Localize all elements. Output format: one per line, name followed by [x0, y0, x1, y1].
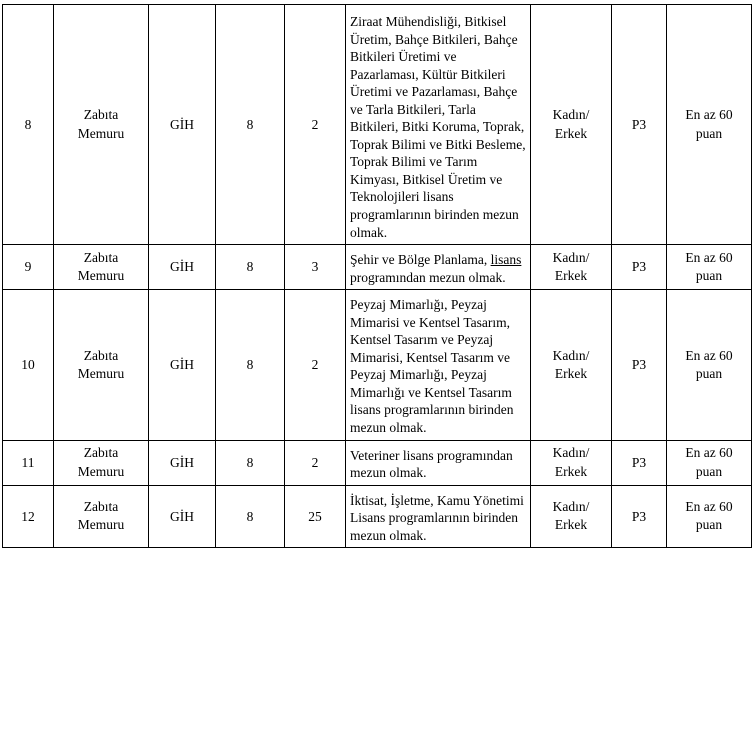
table-row: [3, 440, 752, 485]
service-class: GİH: [149, 5, 216, 245]
position-title-line2: Memuru: [77, 463, 125, 479]
kpss-score-line1: En az 60: [685, 249, 733, 265]
qualification-body: Veteriner lisans programından mezun olmak.: [350, 447, 513, 481]
service-class: GİH: [149, 290, 216, 440]
position-title-line2: Memuru: [77, 517, 125, 533]
position-title: [54, 290, 149, 440]
kpss-minimum-score: [667, 485, 752, 548]
table-row: [3, 5, 752, 245]
kpss-score-line1: En az 60: [685, 499, 733, 515]
service-class: GİH: [149, 485, 216, 548]
qualification-text: [346, 290, 531, 440]
kpss-minimum-score: [667, 245, 752, 290]
service-class: GİH: [149, 245, 216, 290]
kpss-score-type: P3: [612, 245, 667, 290]
position-title: [54, 485, 149, 548]
row-number: 8: [3, 5, 54, 245]
table-row: [3, 485, 752, 548]
gender: [531, 245, 612, 290]
kpss-score-line1: En az 60: [685, 445, 733, 461]
service-class: GİH: [149, 440, 216, 485]
qualification-text: [346, 245, 531, 290]
kpss-score-line2: puan: [695, 463, 723, 479]
position-title-line1: Zabıta: [83, 445, 119, 461]
position-title-line2: Memuru: [77, 365, 125, 381]
grade: 8: [216, 5, 285, 245]
gender-line2: Erkek: [554, 517, 588, 533]
row-number: 9: [3, 245, 54, 290]
kpss-score-line2: puan: [695, 365, 723, 381]
kpss-score-type: P3: [612, 440, 667, 485]
kpss-score-type: P3: [612, 290, 667, 440]
position-title-line2: Memuru: [77, 125, 125, 141]
qualification-text: [346, 440, 531, 485]
qualification-body: Peyzaj Mimarlığı, Peyzaj Mimarisi ve Kentsel Tasarım, Kentsel Tasarım ve Peyzaj Mimarisi, Kentsel Tasarım ve Peyzaj Mimarlığı, Peyzaj Mimarlığı ve Kentsel Tasarım lisans programlarının birinden mezun olmak.: [350, 297, 514, 436]
vacancy-count: 2: [285, 440, 346, 485]
kpss-score-line1: En az 60: [685, 347, 733, 363]
grade: 8: [216, 290, 285, 440]
kpss-score-line1: En az 60: [685, 107, 733, 123]
kpss-score-type: P3: [612, 5, 667, 245]
qualification-body: Ziraat Mühendisliği, Bitkisel Üretim, Bahçe Bitkileri, Bahçe Bitkileri Üretimi ve Pazarlaması, Kültür Bitkileri Üretimi ve Pazarlaması, Bahçe ve Tarla Bitkileri, Tarla Bitkileri, Bitki Koruma, Toprak, Toprak Bilimi ve Bitki Besleme, Toprak Bilimi ve Tarım Kimyası, Bitkisel Üretim ve Teknolojileri lisans programlarının birinden mezun olmak.: [350, 14, 526, 240]
position-title-line1: Zabıta: [83, 499, 119, 515]
row-number: 10: [3, 290, 54, 440]
table-row: [3, 245, 752, 290]
qualification-text: [346, 485, 531, 548]
position-title-line1: Zabıta: [83, 107, 119, 123]
table-row: [3, 290, 752, 440]
vacancy-count: 2: [285, 290, 346, 440]
gender-line2: Erkek: [554, 365, 588, 381]
grade: 8: [216, 245, 285, 290]
gender-line1: Kadın/: [552, 445, 590, 461]
gender-line2: Erkek: [554, 268, 588, 284]
qualification-text: [346, 5, 531, 245]
position-title: [54, 5, 149, 245]
gender: [531, 485, 612, 548]
qualification-part1: Şehir ve Bölge Planlama,: [350, 252, 491, 268]
kpss-minimum-score: [667, 5, 752, 245]
position-title-line1: Zabıta: [83, 249, 119, 265]
gender-line1: Kadın/: [552, 249, 590, 265]
gender-line2: Erkek: [554, 463, 588, 479]
kpss-score-line2: puan: [695, 517, 723, 533]
qualification-underlined: lisans: [490, 252, 522, 268]
gender-line2: Erkek: [554, 125, 588, 141]
vacancy-count: 25: [285, 485, 346, 548]
kpss-minimum-score: [667, 440, 752, 485]
position-title: [54, 440, 149, 485]
vacancy-count: 3: [285, 245, 346, 290]
row-number: 11: [3, 440, 54, 485]
grade: 8: [216, 485, 285, 548]
kpss-score-line2: puan: [695, 268, 723, 284]
vacancy-count: 2: [285, 5, 346, 245]
qualifications-table: [2, 4, 752, 548]
gender-line1: Kadın/: [552, 499, 590, 515]
qualification-part2: programından mezun olmak.: [350, 269, 506, 285]
kpss-score-type: P3: [612, 485, 667, 548]
gender-line1: Kadın/: [552, 347, 590, 363]
row-number: 12: [3, 485, 54, 548]
gender: [531, 290, 612, 440]
position-title: [54, 245, 149, 290]
position-title-line1: Zabıta: [83, 347, 119, 363]
position-title-line2: Memuru: [77, 268, 125, 284]
gender-line1: Kadın/: [552, 107, 590, 123]
kpss-score-line2: puan: [695, 125, 723, 141]
kpss-minimum-score: [667, 290, 752, 440]
qualification-body: İktisat, İşletme, Kamu Yönetimi Lisans programlarının birinden mezun olmak.: [350, 492, 524, 543]
gender: [531, 5, 612, 245]
grade: 8: [216, 440, 285, 485]
gender: [531, 440, 612, 485]
